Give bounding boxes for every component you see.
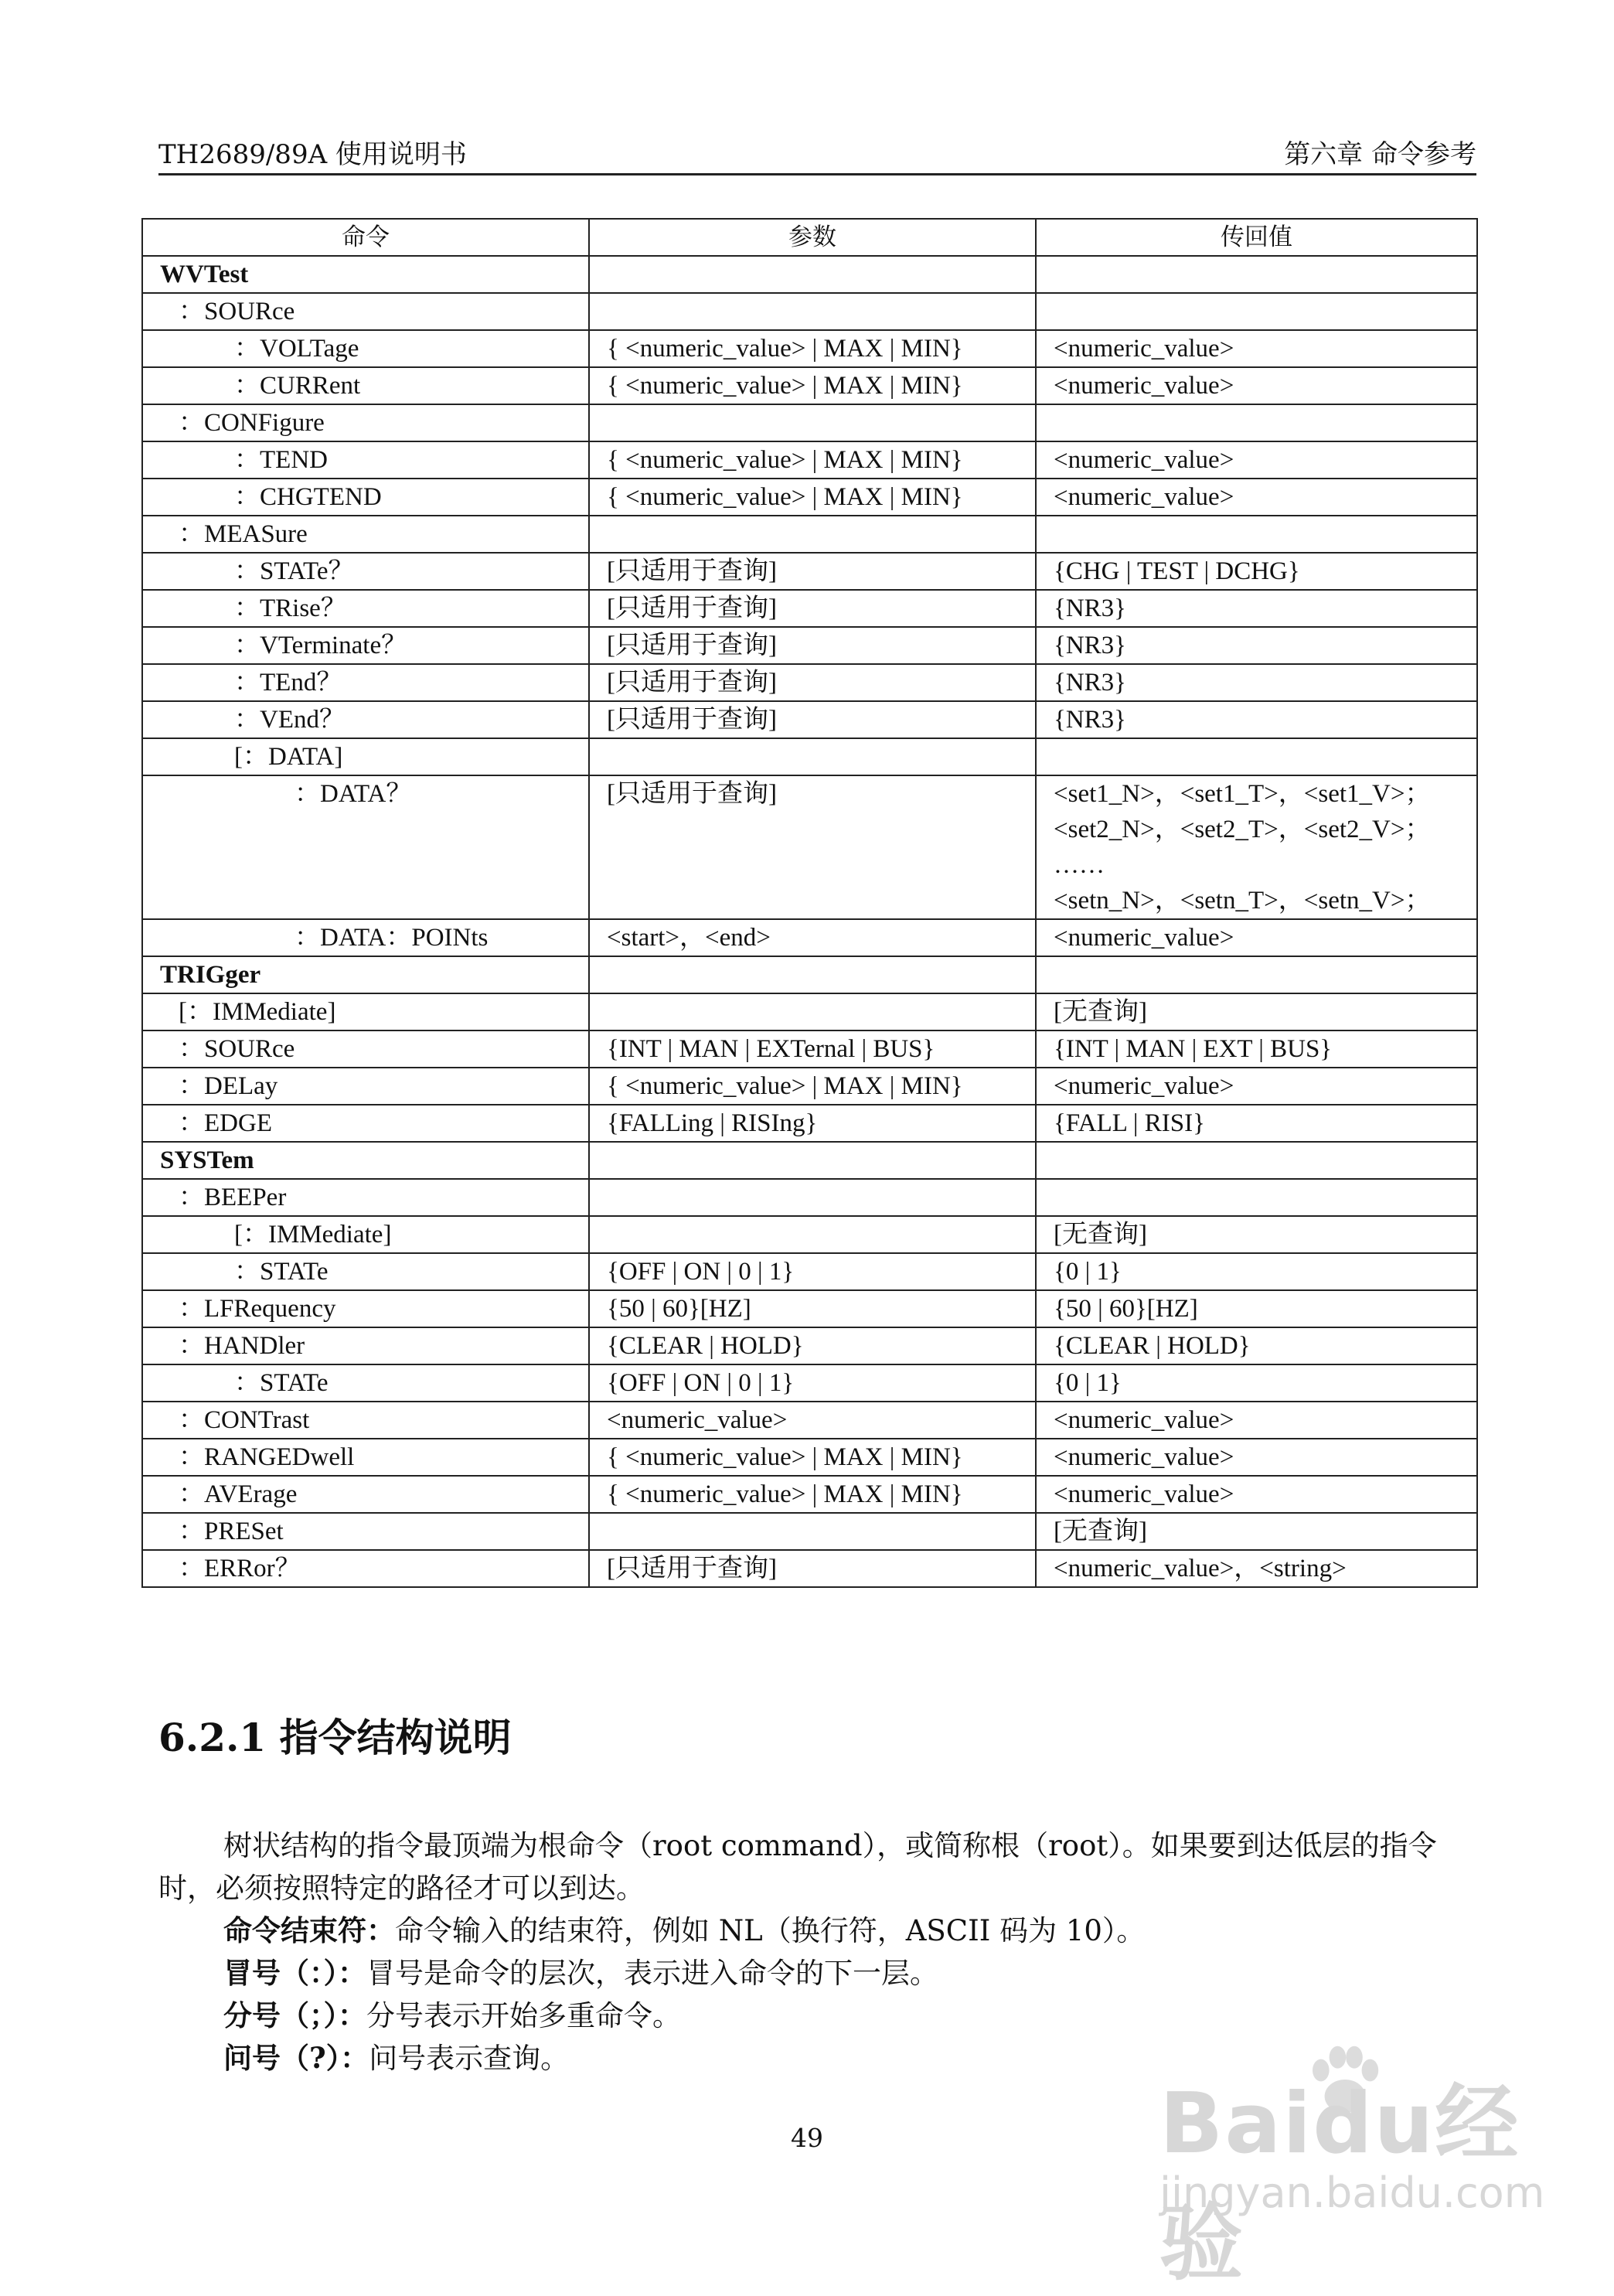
parameter-cell: { <numeric_value> | MAX | MIN} — [589, 1439, 1036, 1476]
command-cell: WVTest — [142, 256, 589, 293]
return-value-cell: {0 | 1} — [1036, 1253, 1477, 1290]
parameter-cell: <numeric_value> — [589, 1402, 1036, 1439]
return-value-line: <set1_N>，<set1_T>，<set1_V>； — [1054, 780, 1431, 808]
command-cell: ：DELay — [142, 1068, 589, 1105]
return-value-cell: {NR3} — [1036, 627, 1477, 664]
return-value-cell — [1036, 775, 1477, 919]
command-cell: ：STATe — [142, 1253, 589, 1290]
table-row — [142, 441, 1477, 479]
command-cell: TRIGger — [142, 956, 589, 993]
definition-term: 冒号（：）： — [223, 1956, 366, 1990]
table-row — [142, 627, 1477, 664]
table-row — [142, 590, 1477, 627]
table-row — [142, 1068, 1477, 1105]
parameter-cell: {50 | 60}[HZ] — [589, 1290, 1036, 1327]
definition-term: 问号（?）： — [223, 2041, 369, 2075]
command-cell: ：MEASure — [142, 516, 589, 553]
table-row — [142, 293, 1477, 330]
table-row — [142, 956, 1477, 993]
parameter-cell — [589, 404, 1036, 441]
table-row — [142, 1439, 1477, 1476]
return-value-cell: <numeric_value> — [1036, 1439, 1477, 1476]
parameter-cell: [只适用于查询] — [589, 1550, 1036, 1587]
return-value-cell: <numeric_value> — [1036, 330, 1477, 367]
page-header — [158, 130, 1476, 175]
command-cell: [：IMMediate] — [142, 993, 589, 1030]
table-row — [142, 1030, 1477, 1068]
command-reference-table — [141, 218, 1478, 1588]
return-value-cell: {NR3} — [1036, 701, 1477, 738]
table-row — [142, 1402, 1477, 1439]
table-row — [142, 1550, 1477, 1587]
command-cell: ：VEnd？ — [142, 701, 589, 738]
command-cell: ：CURRent — [142, 367, 589, 404]
table-header-row — [142, 219, 1477, 256]
return-value-cell — [1036, 1179, 1477, 1216]
table-row — [142, 1513, 1477, 1550]
table-row — [142, 516, 1477, 553]
command-cell: ：VTerminate？ — [142, 627, 589, 664]
command-cell: ：SOURce — [142, 1030, 589, 1068]
command-cell: ：CHGTEND — [142, 479, 589, 516]
parameter-cell: { <numeric_value> | MAX | MIN} — [589, 479, 1036, 516]
command-cell: ：ERRor？ — [142, 1550, 589, 1587]
command-cell: ：TEnd？ — [142, 664, 589, 701]
definition-text: 分号表示开始多重命令。 — [366, 1999, 681, 2032]
return-value-cell — [1036, 738, 1477, 775]
section-title: 6.2.1 指令结构说明 — [158, 1715, 512, 1760]
definition-term: 分号（；）： — [223, 1998, 366, 2032]
return-value-cell: {NR3} — [1036, 590, 1477, 627]
return-value-cell: [无查询] — [1036, 1513, 1477, 1550]
table-row — [142, 330, 1477, 367]
table-row — [142, 404, 1477, 441]
parameter-cell: [只适用于查询] — [589, 664, 1036, 701]
table-row — [142, 367, 1477, 404]
return-value-cell: <numeric_value> — [1036, 1068, 1477, 1105]
return-value-cell: <numeric_value> — [1036, 441, 1477, 479]
table-row — [142, 1364, 1477, 1402]
return-value-cell: {NR3} — [1036, 664, 1477, 701]
parameter-cell: { <numeric_value> | MAX | MIN} — [589, 1476, 1036, 1513]
parameter-cell: [只适用于查询] — [589, 590, 1036, 627]
table-row — [142, 1179, 1477, 1216]
command-cell: [：IMMediate] — [142, 1216, 589, 1253]
return-value-cell: <numeric_value> — [1036, 1476, 1477, 1513]
return-value-cell: {CHG | TEST | DCHG} — [1036, 553, 1477, 590]
table-row — [142, 1105, 1477, 1142]
parameter-cell: {OFF | ON | 0 | 1} — [589, 1253, 1036, 1290]
parameter-cell: { <numeric_value> | MAX | MIN} — [589, 330, 1036, 367]
parameter-cell — [589, 516, 1036, 553]
command-cell: ：RANGEDwell — [142, 1439, 589, 1476]
return-value-cell: {FALL | RISI} — [1036, 1105, 1477, 1142]
definition-semicolon — [158, 1995, 1476, 2037]
page-number: 49 — [791, 2123, 823, 2153]
parameter-cell — [589, 956, 1036, 993]
command-cell: SYSTem — [142, 1142, 589, 1179]
table-row — [142, 1327, 1477, 1364]
definition-text: 问号表示查询。 — [369, 2042, 570, 2075]
parameter-cell — [589, 256, 1036, 293]
watermark-url: jingyan.baidu.com — [1159, 2168, 1545, 2217]
table-row — [142, 256, 1477, 293]
return-value-cell: {50 | 60}[HZ] — [1036, 1290, 1477, 1327]
table-row — [142, 738, 1477, 775]
parameter-cell — [589, 738, 1036, 775]
parameter-cell: [只适用于查询] — [589, 701, 1036, 738]
return-value-cell: <numeric_value> — [1036, 479, 1477, 516]
table-row — [142, 1142, 1477, 1179]
return-value-cell: [无查询] — [1036, 1216, 1477, 1253]
column-header-command: 命令 — [142, 219, 589, 256]
command-cell: ：CONFigure — [142, 404, 589, 441]
command-cell: ：EDGE — [142, 1105, 589, 1142]
command-cell: ：HANDler — [142, 1327, 589, 1364]
table-row — [142, 1216, 1477, 1253]
parameter-cell: { <numeric_value> | MAX | MIN} — [589, 367, 1036, 404]
return-value-cell — [1036, 404, 1477, 441]
definition-term: 命令结束符： — [223, 1913, 395, 1947]
command-cell: ：TEND — [142, 441, 589, 479]
column-header-parameter: 参数 — [589, 219, 1036, 256]
command-cell: [：DATA] — [142, 738, 589, 775]
return-value-cell: [无查询] — [1036, 993, 1477, 1030]
command-cell: ：PRESet — [142, 1513, 589, 1550]
command-cell: ：DATA？ — [142, 775, 589, 919]
parameter-cell: [只适用于查询] — [589, 775, 1036, 919]
table-row — [142, 553, 1477, 590]
column-header-return-value: 传回值 — [1036, 219, 1477, 256]
return-value-cell: {CLEAR | HOLD} — [1036, 1327, 1477, 1364]
table-row — [142, 701, 1477, 738]
table-body — [142, 256, 1477, 1587]
table-row — [142, 1253, 1477, 1290]
parameter-cell — [589, 993, 1036, 1030]
watermark-brand: Baidu经验 — [1159, 2076, 1520, 2292]
table-row — [142, 919, 1477, 956]
command-cell: ：BEEPer — [142, 1179, 589, 1216]
parameter-cell: {OFF | ON | 0 | 1} — [589, 1364, 1036, 1402]
parameter-cell: { <numeric_value> | MAX | MIN} — [589, 441, 1036, 479]
definition-text: 冒号是命令的层次，表示进入命令的下一层。 — [366, 1957, 938, 1990]
return-value-cell — [1036, 256, 1477, 293]
intro-paragraph: 树状结构的指令最顶端为根命令（root command），或简称根（root）。如果要到达低层的指令时，必须按照特定的路径才可以到达。 — [158, 1829, 1437, 1905]
parameter-cell: [只适用于查询] — [589, 627, 1036, 664]
return-value-line: <set2_N>，<set2_T>，<set2_V>； — [1054, 816, 1431, 843]
parameter-cell — [589, 1179, 1036, 1216]
command-cell: ：CONTrast — [142, 1402, 589, 1439]
definition-text: 命令输入的结束符，例如 NL（换行符，ASCII 码为 10）。 — [395, 1914, 1146, 1947]
definition-terminator — [158, 1909, 1476, 1952]
definition-colon — [158, 1952, 1476, 1995]
table-row — [142, 993, 1477, 1030]
return-value-cell — [1036, 516, 1477, 553]
command-cell: ：SOURce — [142, 293, 589, 330]
parameter-cell: {CLEAR | HOLD} — [589, 1327, 1036, 1364]
return-value-line: <setn_N>，<setn_T>，<setn_V>； — [1054, 887, 1431, 915]
parameter-cell — [589, 1513, 1036, 1550]
return-value-cell — [1036, 293, 1477, 330]
parameter-cell: {FALLing | RISIng} — [589, 1105, 1036, 1142]
table-row — [142, 664, 1477, 701]
return-value-line: …… — [1054, 851, 1105, 879]
command-cell: ：TRise？ — [142, 590, 589, 627]
return-value-cell: <numeric_value> — [1036, 919, 1477, 956]
command-cell: ：LFRequency — [142, 1290, 589, 1327]
parameter-cell: [只适用于查询] — [589, 553, 1036, 590]
baidu-watermark — [1129, 2041, 1592, 2292]
parameter-cell — [589, 1142, 1036, 1179]
table-row — [142, 479, 1477, 516]
parameter-cell: <start>，<end> — [589, 919, 1036, 956]
return-value-cell: {INT | MAN | EXT | BUS} — [1036, 1030, 1477, 1068]
table-row — [142, 1290, 1477, 1327]
return-value-cell: <numeric_value>，<string> — [1036, 1550, 1477, 1587]
command-cell: ：STATe — [142, 1364, 589, 1402]
return-value-cell: {0 | 1} — [1036, 1364, 1477, 1402]
command-cell: ：DATA：POINts — [142, 919, 589, 956]
command-cell: ：AVErage — [142, 1476, 589, 1513]
parameter-cell — [589, 1216, 1036, 1253]
table-row — [142, 775, 1477, 919]
return-value-cell: <numeric_value> — [1036, 367, 1477, 404]
parameter-cell: { <numeric_value> | MAX | MIN} — [589, 1068, 1036, 1105]
return-value-cell — [1036, 1142, 1477, 1179]
table-row — [142, 1476, 1477, 1513]
return-value-cell: <numeric_value> — [1036, 1402, 1477, 1439]
return-value-cell — [1036, 956, 1477, 993]
parameter-cell: {INT | MAN | EXTernal | BUS} — [589, 1030, 1036, 1068]
header-chapter-title: 第六章 命令参考 — [1284, 139, 1476, 170]
parameter-cell — [589, 293, 1036, 330]
command-cell: ：STATe？ — [142, 553, 589, 590]
header-manual-title: TH2689/89A 使用说明书 — [158, 139, 467, 170]
command-cell: ：VOLTage — [142, 330, 589, 367]
